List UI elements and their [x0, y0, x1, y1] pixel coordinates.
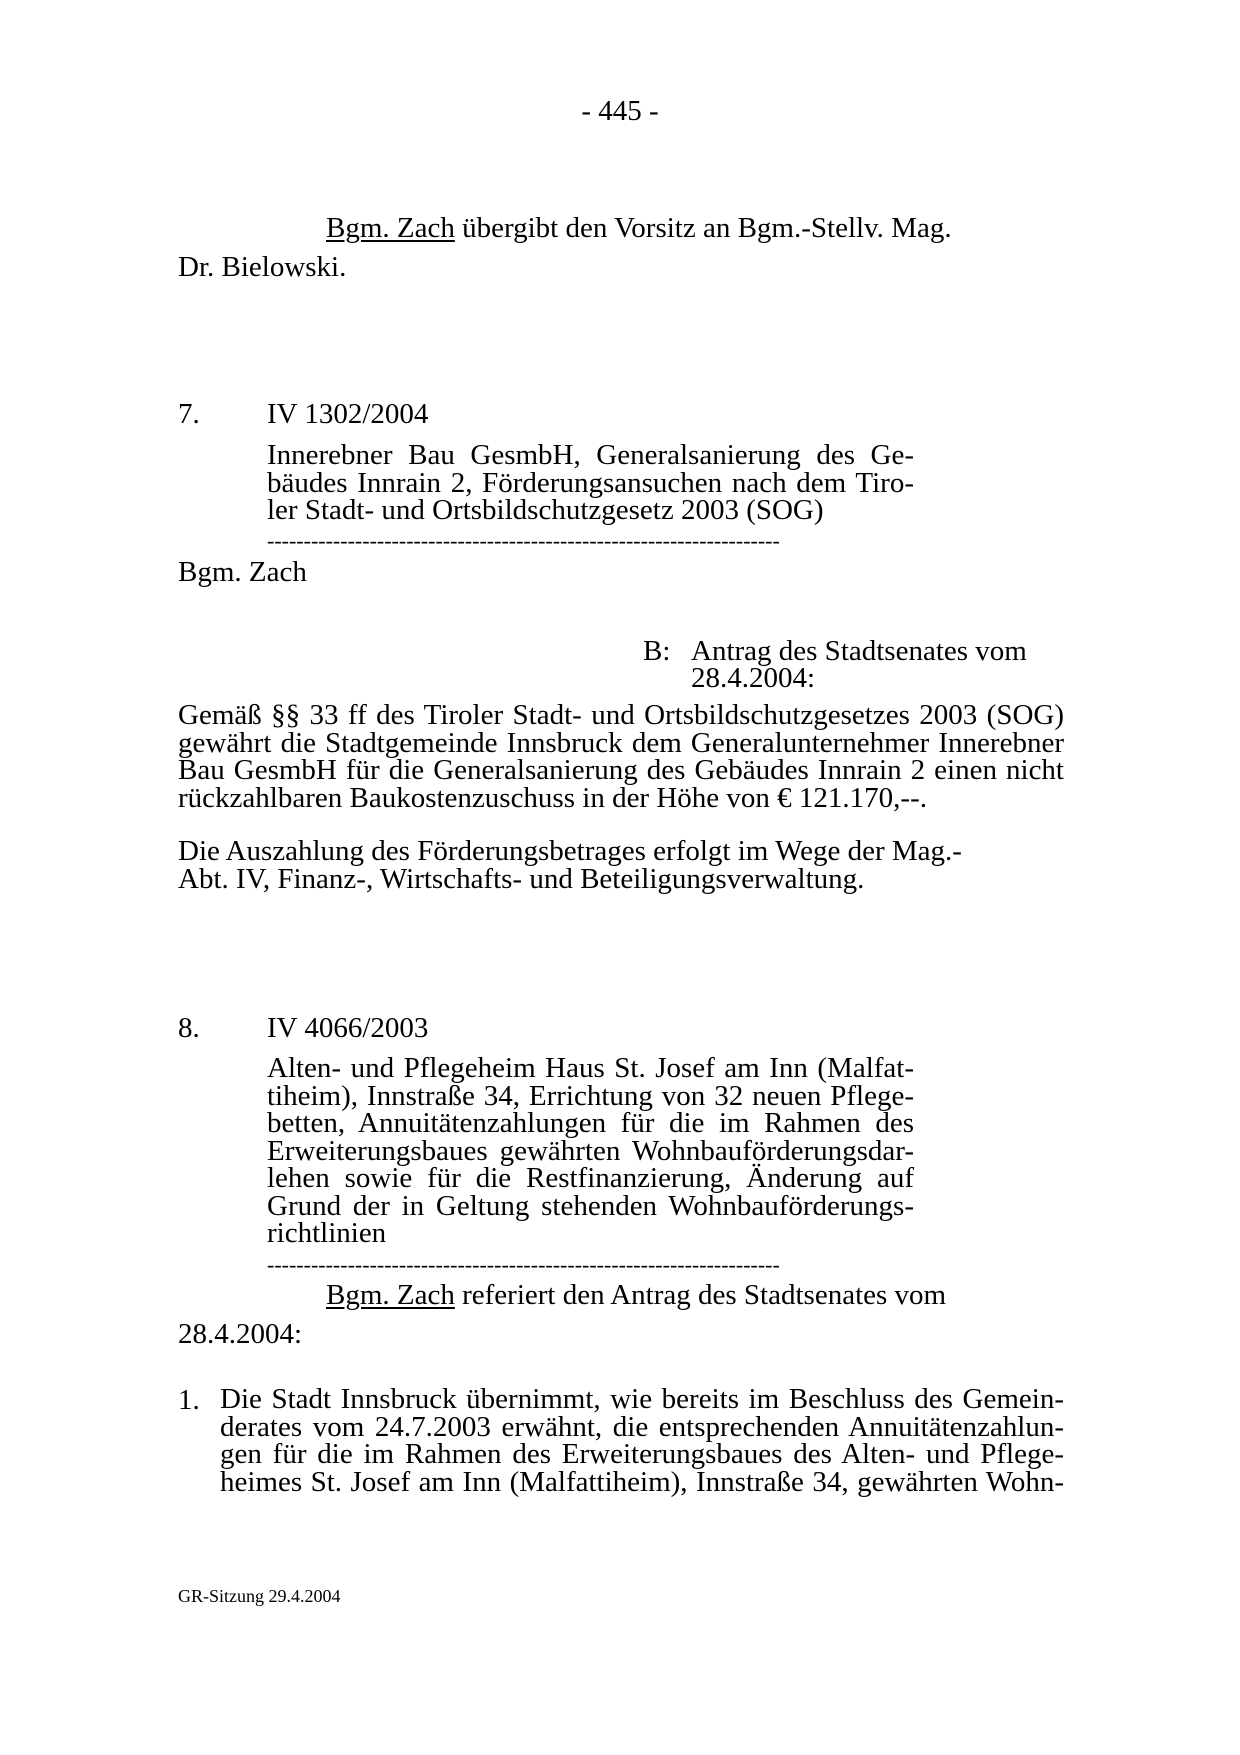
item7-number: 7. [178, 398, 200, 430]
item8-reference: IV 4066/2003 [267, 1012, 429, 1044]
item7-para2-line: Die Auszahlung des Förderungsbetrages erfolgt im Wege der Mag.- [178, 835, 962, 867]
item7-para1-line: Gemäß §§ 33 ff des Tiroler Stadt- und Ortsbildschutzgesetzes 2003 (SOG) [178, 699, 1064, 731]
item8-title-line: Grund der in Geltung stehenden Wohnbauförderungs- [267, 1189, 914, 1222]
intro-line-1 [326, 214, 952, 243]
item8-speaker: Bgm. Zach [326, 1279, 455, 1311]
intro-line-2: Dr. Bielowski. [178, 251, 347, 283]
item7-title-line: Innerebner Bau GesmbH, Generalsanierung des Ge- [267, 439, 914, 471]
item7-para1-line: gewährt die Stadtgemeinde Innsbruck dem Generalunternehmer Innerebner [178, 726, 1064, 759]
item7-title-line: bäudes Innrain 2, Förderungsansuchen nach dem Tiro- [267, 466, 914, 499]
item8-date: 28.4.2004: [178, 1318, 303, 1350]
item8-point1-number: 1. [178, 1384, 200, 1416]
item8-line-1 [326, 1281, 946, 1310]
item7-paragraph-2 [178, 835, 1064, 895]
page-number: - 445 - [581, 95, 659, 127]
item8-title-line: lehen sowie für die Restfinanzierung, Änderung auf [267, 1162, 914, 1194]
item7-para1-line: Bau GesmbH für die Generalsanierung des Gebäudes Innrain 2 einen nicht [178, 754, 1064, 786]
item8-title-line: Erweiterungsbaues gewährten Wohnbauförderungsdar- [267, 1134, 914, 1167]
item7-speaker: Bgm. Zach [178, 556, 307, 588]
item7-para1-line: rückzahlbaren Baukostenzuschuss in der Höhe von € 121.170,--. [178, 781, 927, 814]
item7-title-line: ler Stadt- und Ortsbildschutzgesetz 2003 (SOG) [267, 494, 824, 526]
item8-title [267, 1052, 914, 1249]
item7-reference: IV 1302/2004 [267, 398, 429, 430]
item8-point1-line: Die Stadt Innsbruck übernimmt, wie bereits im Beschluss des Gemein- [220, 1383, 1064, 1415]
item7-paragraph-1 [178, 699, 1064, 814]
item8-separator: ---------------------------------------------------------------------- [267, 1254, 780, 1276]
item8-point1 [220, 1383, 1064, 1498]
item7-title [267, 439, 914, 526]
item8-number: 8. [178, 1012, 200, 1044]
item8-point1-line: gen für die im Rahmen des Erweiterungsbaues des Alten- und Pflege- [220, 1438, 1064, 1470]
item7-motion-title: Antrag des Stadtsenates vom [691, 635, 1027, 667]
item8-title-line: Alten- und Pflegeheim Haus St. Josef am Inn (Malfat- [267, 1052, 914, 1084]
item7-separator: ---------------------------------------------------------------------- [267, 530, 780, 552]
item7-motion-date: 28.4.2004: [691, 662, 816, 694]
intro-speaker: Bgm. Zach [326, 212, 455, 244]
item8-point1-line: heimes St. Josef am Inn (Malfattiheim), Innstraße 34, gewährten Wohn- [220, 1465, 1064, 1498]
item7-para2-line: Abt. IV, Finanz-, Wirtschafts- und Beteiligungsverwaltung. [178, 862, 865, 895]
item8-point1-line: derates vom 24.7.2003 erwähnt, die entsprechenden Annuitätenzahlun- [220, 1410, 1064, 1443]
footer: GR-Sitzung 29.4.2004 [178, 1586, 341, 1606]
item7-motion-label: B: [643, 635, 671, 667]
item8-title-line: richtlinien [267, 1217, 387, 1249]
item8-title-line: betten, Annuitätenzahlungen für die im Rahmen des [267, 1107, 914, 1139]
intro-text: übergibt den Vorsitz an Bgm.-Stellv. Mag. [454, 212, 952, 244]
item8-text: referiert den Antrag des Stadtsenates vom [454, 1279, 947, 1311]
item8-title-line: tiheim), Innstraße 34, Errichtung von 32 neuen Pflege- [267, 1079, 914, 1112]
